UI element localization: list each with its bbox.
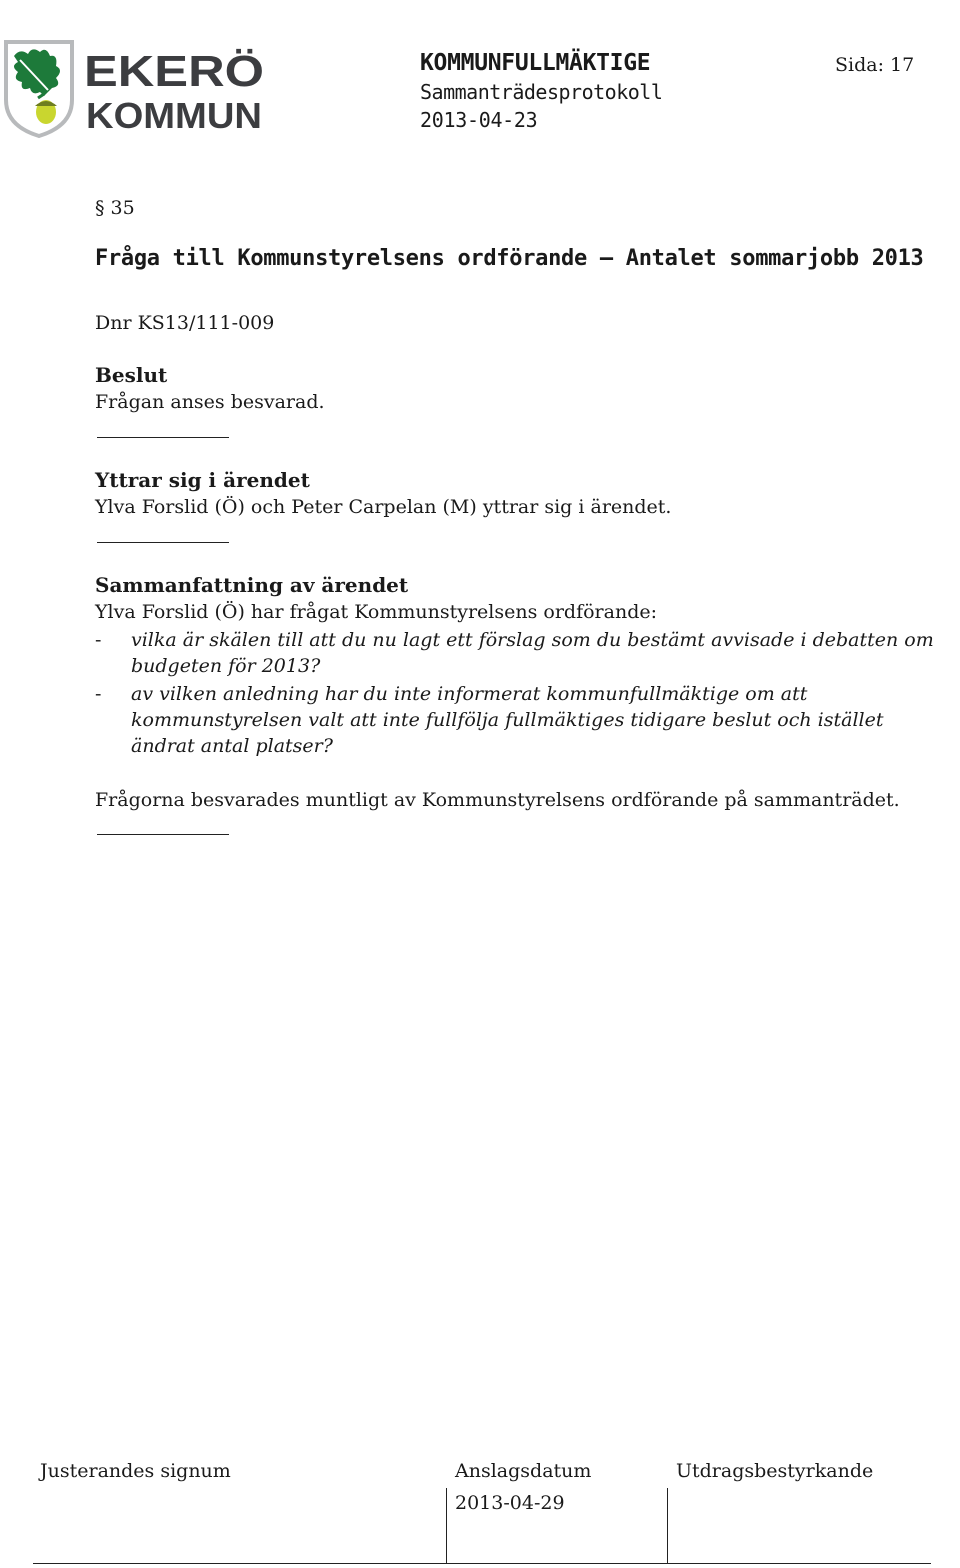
beslut-heading: Beslut <box>95 363 168 387</box>
footer-anslagsdatum: Anslagsdatum <box>455 1460 592 1482</box>
footer-divider <box>446 1488 447 1564</box>
section-divider <box>97 437 229 438</box>
section-divider <box>97 834 229 835</box>
question-text: av vilken anledning har du inte informerat kommunfullmäktige om att kommunstyrelsen valt att inte fullfölja fullmäktiges tidigare beslut och istället ändrat antal platser? <box>131 683 884 757</box>
header-title: KOMMUNFULLMÄKTIGE <box>420 50 651 76</box>
section-divider <box>97 542 229 543</box>
question-text: vilka är skälen till att du nu lagt ett förslag som du bestämt avvisade i debatten om budgeten för 2013? <box>131 629 934 677</box>
question-bullet: - <box>95 629 102 651</box>
footer-divider <box>667 1488 668 1564</box>
logo-line2: KOMMUN <box>86 95 262 136</box>
footer-baseline <box>33 1563 931 1564</box>
closing-text: Frågorna besvarades muntligt av Kommunstyrelsens ordförande på sammanträdet. <box>95 789 900 811</box>
header-subtitle: Sammanträdesprotokoll <box>420 80 663 104</box>
sammanfattning-intro: Ylva Forslid (Ö) har frågat Kommunstyrelsens ordförande: <box>95 601 658 623</box>
question-bullet: - <box>95 683 102 705</box>
diary-number: Dnr KS13/111-009 <box>95 312 275 334</box>
ekero-kommun-logo <box>0 38 270 138</box>
yttrar-text: Ylva Forslid (Ö) och Peter Carpelan (M) yttrar sig i ärendet. <box>95 496 672 518</box>
footer-utdragsbestyrkande: Utdragsbestyrkande <box>676 1460 874 1482</box>
section-title: Fråga till Kommunstyrelsens ordförande – Antalet sommarjobb 2013 <box>95 246 924 271</box>
logo-line1: EKERÖ <box>84 47 264 96</box>
page-number: Sida: 17 <box>835 54 915 76</box>
sammanfattning-heading: Sammanfattning av ärendet <box>95 573 409 597</box>
footer-justerandes-signum: Justerandes signum <box>40 1460 231 1482</box>
paragraph-number: § 35 <box>95 197 135 219</box>
beslut-text: Frågan anses besvarad. <box>95 391 325 413</box>
yttrar-heading: Yttrar sig i ärendet <box>95 468 310 492</box>
header-date: 2013-04-23 <box>420 108 538 132</box>
footer-anslag-date: 2013-04-29 <box>455 1492 565 1514</box>
